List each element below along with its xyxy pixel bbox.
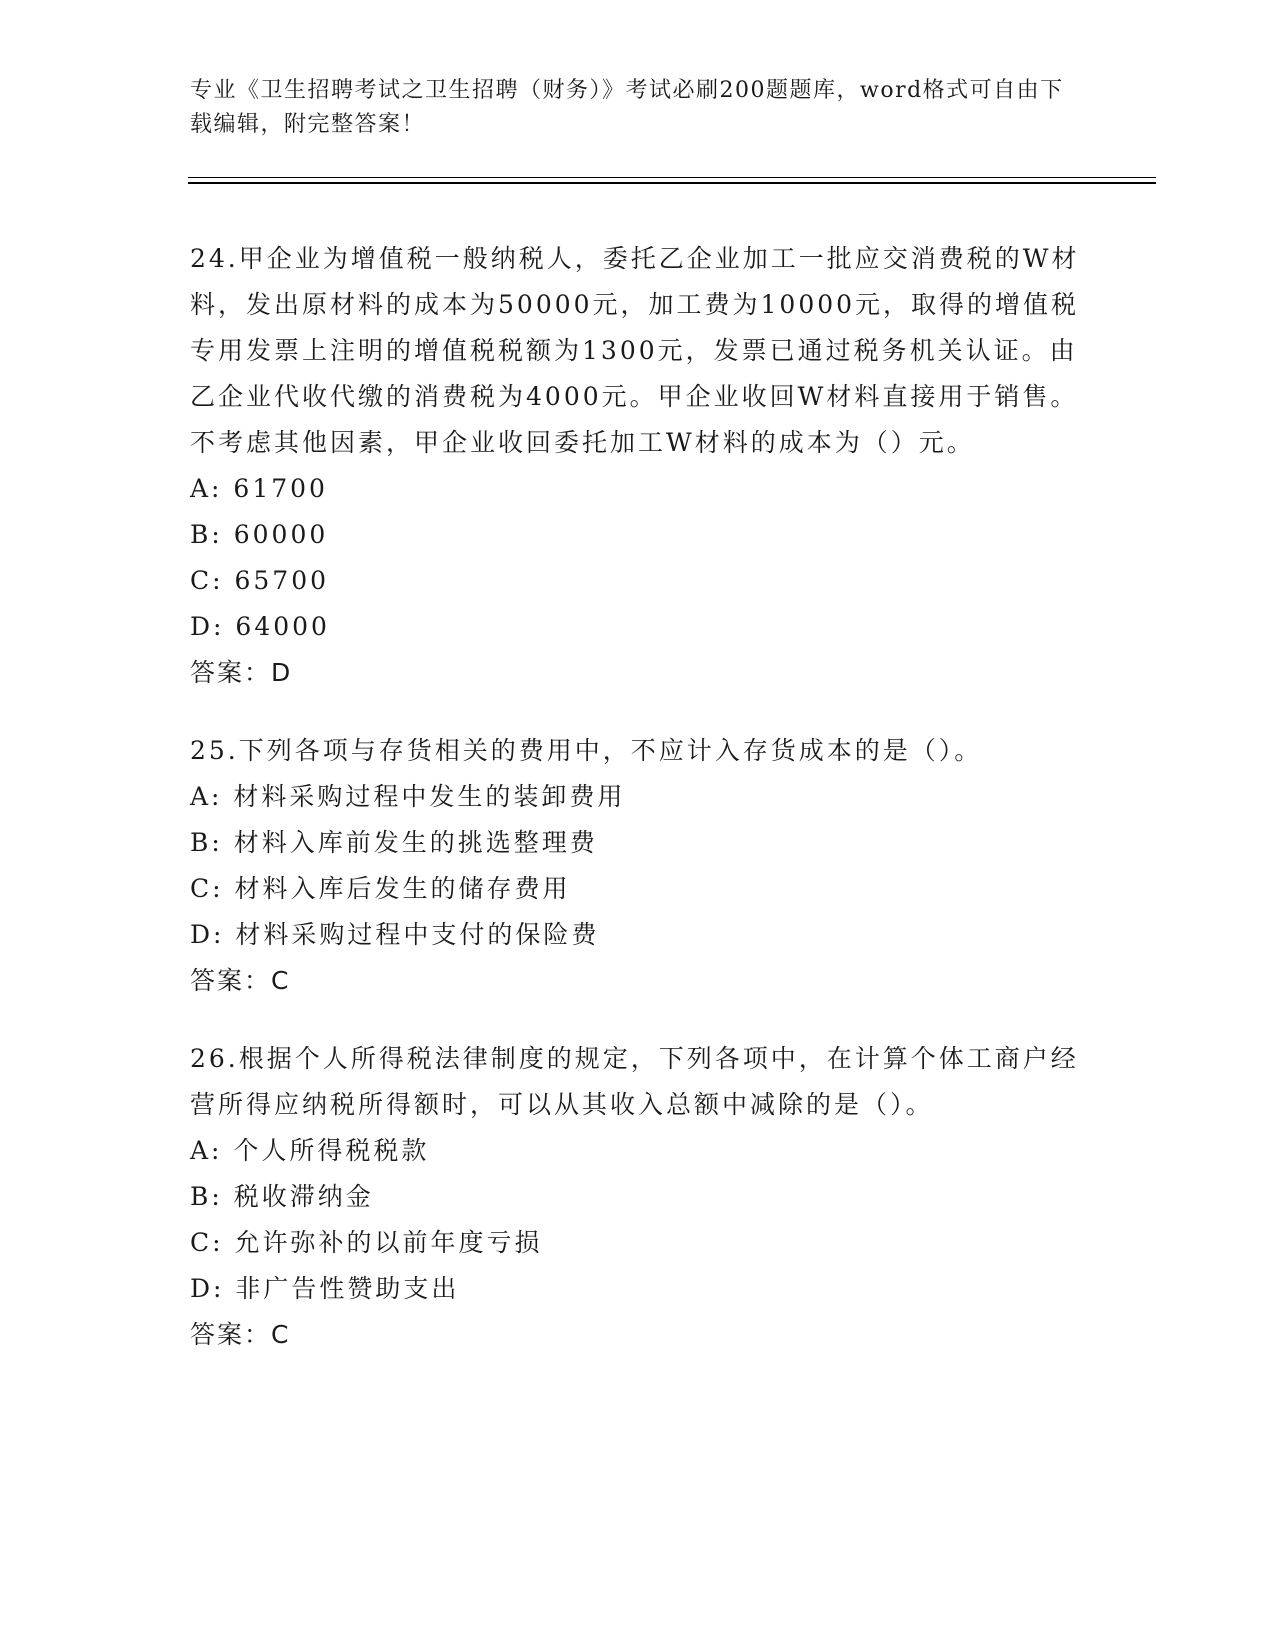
option-c: C: 材料入库后发生的储存费用 xyxy=(190,874,571,903)
answer: 答案：C xyxy=(190,966,291,995)
question-list xyxy=(190,236,1090,1390)
option-b: B: 材料入库前发生的挑选整理费 xyxy=(190,828,598,857)
question-text: 24.甲企业为增值税一般纳税人，委托乙企业加工一批应交消费税的W材料，发出原材料的成本为50000元，加工费为10000元，取得的增值税专用发票上注明的增值税税额为1300元，发票已通过税务机关认证。由乙企业代收代缴的消费税为4000元。甲企业收回W材料直接用于销售。不考虑其他因素，甲企业收回委托加工W材料的成本为（）元。 xyxy=(190,244,1080,457)
option-a: A: 材料采购过程中发生的装卸费用 xyxy=(190,782,626,811)
question-24 xyxy=(190,236,1090,696)
option-d: D: 64000 xyxy=(190,612,330,641)
option-b: B: 税收滞纳金 xyxy=(190,1182,374,1211)
option-c: C: 65700 xyxy=(190,566,330,595)
option-c: C: 允许弥补的以前年度亏损 xyxy=(190,1228,543,1257)
question-26 xyxy=(190,1036,1090,1358)
document-header: 专业《卫生招聘考试之卫生招聘（财务）》考试必刷200题题库，word格式可自由下载编辑，附完整答案！ xyxy=(190,78,1064,137)
question-text: 25.下列各项与存货相关的费用中，不应计入存货成本的是（）。 xyxy=(190,736,983,765)
option-a: A: 个人所得税税款 xyxy=(190,1136,430,1165)
option-d: D: 非广告性赞助支出 xyxy=(190,1274,460,1303)
question-25 xyxy=(190,728,1090,1004)
option-d: D: 材料采购过程中支付的保险费 xyxy=(190,920,600,949)
header-rule-thick xyxy=(188,182,1156,184)
header-rule-thin xyxy=(188,177,1156,178)
answer: 答案：D xyxy=(190,658,293,687)
question-text: 26.根据个人所得税法律制度的规定，下列各项中，在计算个体工商户经营所得应纳税所得额时，可以从其收入总额中减除的是（）。 xyxy=(190,1044,1079,1119)
option-b: B: 60000 xyxy=(190,520,329,549)
option-a: A: 61700 xyxy=(190,474,328,503)
answer: 答案：C xyxy=(190,1320,291,1349)
